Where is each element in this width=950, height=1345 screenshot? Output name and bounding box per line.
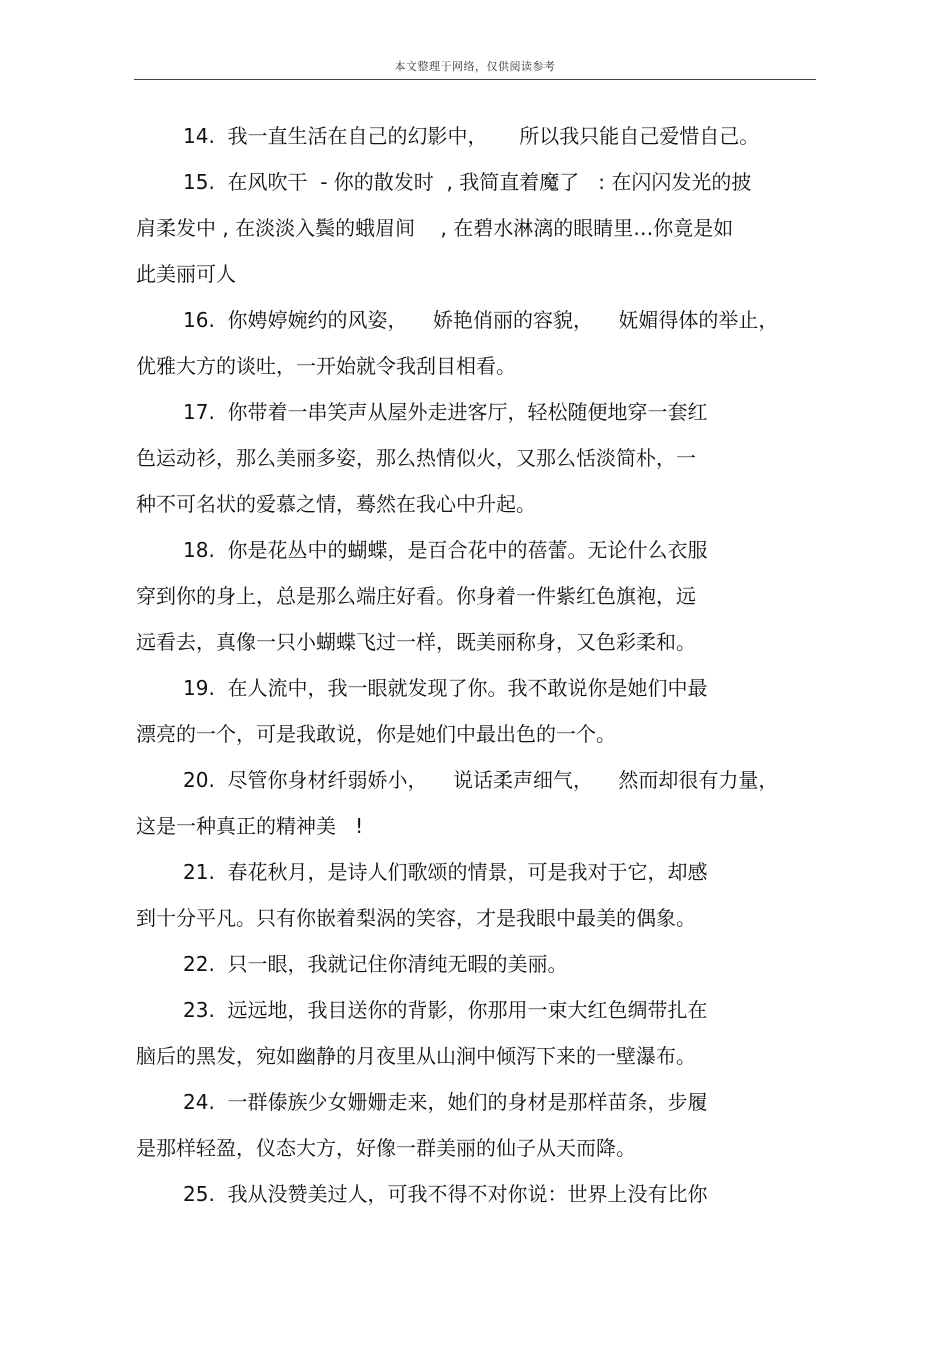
paragraph-line: 优雅大方的谈吐，一开始就令我刮目相看。 xyxy=(136,354,516,378)
paragraph-line: 种不可名状的爱慕之情，蓦然在我心中升起。 xyxy=(136,492,536,516)
paragraph-line: 19. 在人流中，我一眼就发现了你。我不敢说你是她们中最 xyxy=(183,676,708,700)
paragraph-line: 25. 我从没赞美过人，可我不得不对你说：世界上没有比你 xyxy=(183,1182,708,1206)
paragraph-line: 21. 春花秋月，是诗人们歌颂的情景，可是我对于它，却感 xyxy=(183,860,708,884)
paragraph-line: 24. 一群傣族少女姗姗走来，她们的身材是那样苗条，步履 xyxy=(183,1090,708,1114)
paragraph-line: 穿到你的身上，总是那么端庄好看。你身着一件紫红色旗袍，远 xyxy=(136,584,696,608)
paragraph-line: 肩柔发中 , 在淡淡入鬓的蛾眉间 , 在碧水淋漓的眼睛里…你竟是如 xyxy=(136,216,734,240)
paragraph-line: 脑后的黑发，宛如幽静的月夜里从山涧中倾泻下来的一壁瀑布。 xyxy=(136,1044,696,1068)
document-body xyxy=(136,113,796,1217)
paragraph-line: 16. 你娉婷婉约的风姿， 娇艳俏丽的容貌， 妩媚得体的举止， xyxy=(183,308,779,332)
paragraph-15 xyxy=(136,159,796,297)
paragraph-line: 23. 远远地，我目送你的背影，你那用一束大红色绸带扎在 xyxy=(183,998,708,1022)
paragraph-line: 15. 在风吹干 - 你的散发时 , 我简直着魔了 : 在闪闪发光的披 xyxy=(183,170,752,194)
paragraph-21 xyxy=(136,849,796,941)
paragraph-16 xyxy=(136,297,796,389)
page-header: 本文整理于网络，仅供阅读参考 xyxy=(394,60,556,73)
paragraph-line: 远看去，真像一只小蝴蝶飞过一样，既美丽称身，又色彩柔和。 xyxy=(136,630,696,654)
paragraph-19 xyxy=(136,665,796,757)
paragraph-line: 是那样轻盈，仪态大方，好像一群美丽的仙子从天而降。 xyxy=(136,1136,636,1160)
paragraph-line: 这是一种真正的精神美 ! xyxy=(136,814,364,838)
paragraph-23 xyxy=(136,987,796,1079)
paragraph-line: 18. 你是花丛中的蝴蝶，是百合花中的蓓蕾。无论什么衣服 xyxy=(183,538,708,562)
paragraph-line: 漂亮的一个，可是我敢说，你是她们中最出色的一个。 xyxy=(136,722,616,746)
paragraph-line: 20. 尽管你身材纤弱娇小， 说话柔声细气， 然而却很有力量， xyxy=(183,768,779,792)
paragraph-14 xyxy=(136,113,796,159)
paragraph-line: 17. 你带着一串笑声从屋外走进客厅，轻松随便地穿一套红 xyxy=(183,400,708,424)
paragraph-line: 22. 只一眼，我就记住你清纯无暇的美丽。 xyxy=(183,952,568,976)
paragraph-25 xyxy=(136,1171,796,1217)
paragraph-line: 14. 我一直生活在自己的幻影中， 所以我只能自己爱惜自己。 xyxy=(183,124,760,148)
header-divider xyxy=(134,79,816,80)
paragraph-line: 到十分平凡。只有你嵌着梨涡的笑容，才是我眼中最美的偶象。 xyxy=(136,906,696,930)
paragraph-line: 色运动衫，那么美丽多姿，那么热情似火，又那么恬淡简朴，一 xyxy=(136,446,696,470)
paragraph-18 xyxy=(136,527,796,665)
paragraph-20 xyxy=(136,757,796,849)
paragraph-22 xyxy=(136,941,796,987)
paragraph-17 xyxy=(136,389,796,527)
paragraph-24 xyxy=(136,1079,796,1171)
paragraph-line: 此美丽可人 xyxy=(136,262,236,286)
